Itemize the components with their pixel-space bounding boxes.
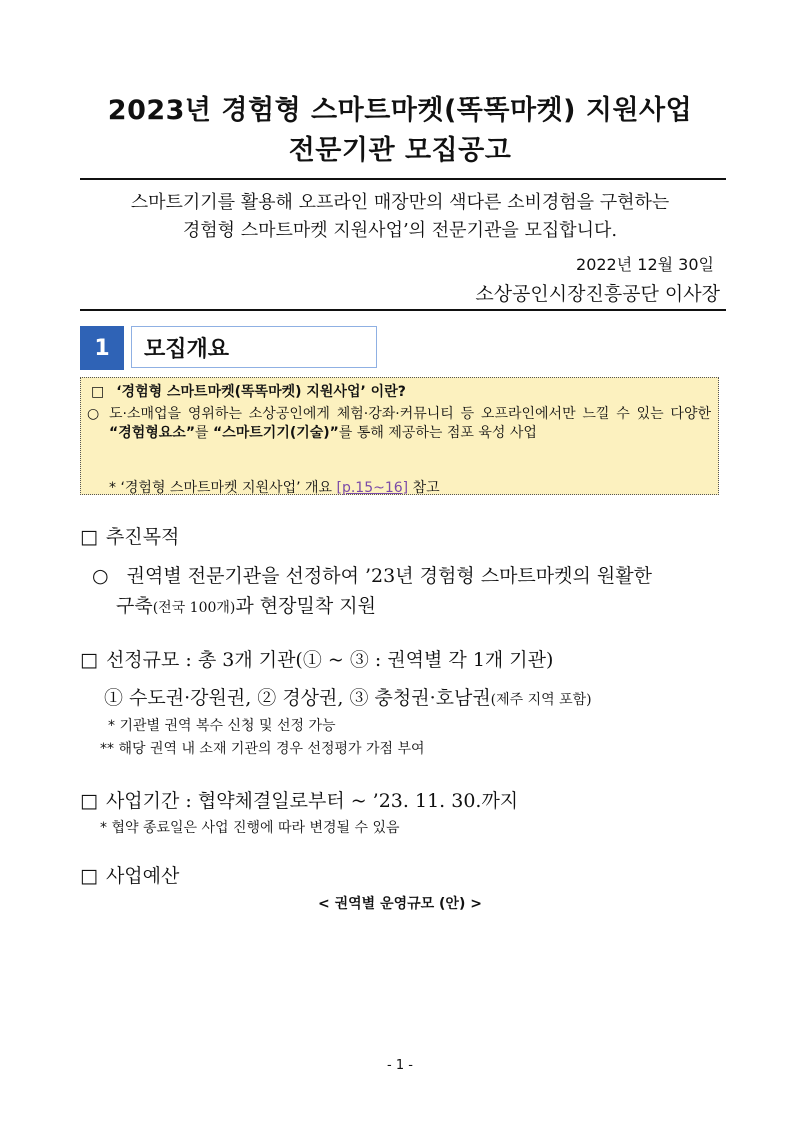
section-title: 모집개요 [131,326,377,368]
section-number-badge: 1 [80,326,124,370]
scale-note1: * 기관별 권역 복수 신청 및 선정 가능 [108,718,336,734]
purpose-line2-a: 구축 [116,595,153,617]
description-text-e: 를 통해 제공하는 점포 육성 사업 [338,425,537,441]
announcement-date: 2022년 12월 30일 [576,255,714,274]
reference-prefix: * ‘경험형 스마트마켓 지원사업’ 개요 [109,480,337,496]
description-text-c: 를 [195,425,214,441]
circle-bullet-icon: ○ [87,406,100,422]
checkbox-square-icon: □ [80,790,98,812]
intro-line2: 경험형 스마트마켓 지원사업’의 전문기관을 모집합니다. [182,220,618,241]
period-heading [80,786,518,813]
issuing-organization: 소상공인시장진흥공단 이사장 [475,283,720,305]
purpose-heading-text: 추진목적 [105,526,180,548]
question-text: ‘경험형 스마트마켓(똑똑마켓) 지원사업’ 이란? [116,384,406,400]
info-box-description [109,405,711,443]
budget-heading [80,861,179,888]
checkbox-square-icon: □ [80,649,98,671]
scale-regions-text: ① 수도권·강원권, ② 경상권, ③ 충청권·호남권 [104,687,491,709]
info-box [80,377,719,495]
document-title-line2: 전문기관 모집공고 [288,135,512,166]
purpose-line2-small: (전국 100개) [152,600,236,616]
purpose-line2 [116,591,376,623]
intro-line1: 스마트기기를 활용해 오프라인 매장만의 색다른 소비경험을 구현하는 [130,192,670,213]
description-text-a: 도·소매업을 영위하는 소상공인에게 체험·강좌·커뮤니티 등 오프라인에서만 느낄 수 있는 다양한 [109,406,711,422]
table-caption: < 권역별 운영규모 (안) > [318,896,482,912]
checkbox-square-icon: □ [91,384,105,400]
bottom-divider [80,309,726,311]
info-box-question [91,381,406,401]
purpose-line1: 권역별 전문기관을 선정하여 ’23년 경험형 스마트마켓의 원활한 [126,565,652,587]
top-divider [80,178,726,180]
page-number: - 1 - [387,1058,413,1073]
reference-suffix: 참고 [408,480,440,496]
scale-regions [104,683,592,715]
budget-heading-text: 사업예산 [105,865,180,887]
purpose-bullet [92,561,732,591]
scale-heading [80,645,553,672]
document-title-line1: 2023년 경험형 스마트마켓(똑똑마켓) 지원사업 [107,95,693,126]
purpose-line2-b: 과 현장밀착 지원 [235,595,376,617]
circle-bullet-icon: ○ [92,565,109,587]
checkbox-square-icon: □ [80,526,98,548]
info-box-bullet [87,405,711,443]
scale-note2: ** 해당 권역 내 소재 기관의 경우 선정평가 가점 부여 [100,741,425,757]
scale-regions-small: (제주 지역 포함) [490,692,592,708]
checkbox-square-icon: □ [80,865,98,887]
reference-note [109,477,440,497]
scale-heading-text: 선정규모 : 총 3개 기관(① ~ ③ : 권역별 각 1개 기관) [105,649,554,671]
period-note: * 협약 종료일은 사업 진행에 따라 변경될 수 있음 [100,820,400,836]
page-reference-link[interactable]: [p.15~16] [336,480,409,496]
description-emphasis-2: “스마트기기(기술)” [213,425,339,441]
description-emphasis-1: “경험형요소” [109,425,196,441]
purpose-heading [80,522,179,549]
period-heading-text: 사업기간 : 협약체결일로부터 ~ ’23. 11. 30.까지 [105,790,519,812]
